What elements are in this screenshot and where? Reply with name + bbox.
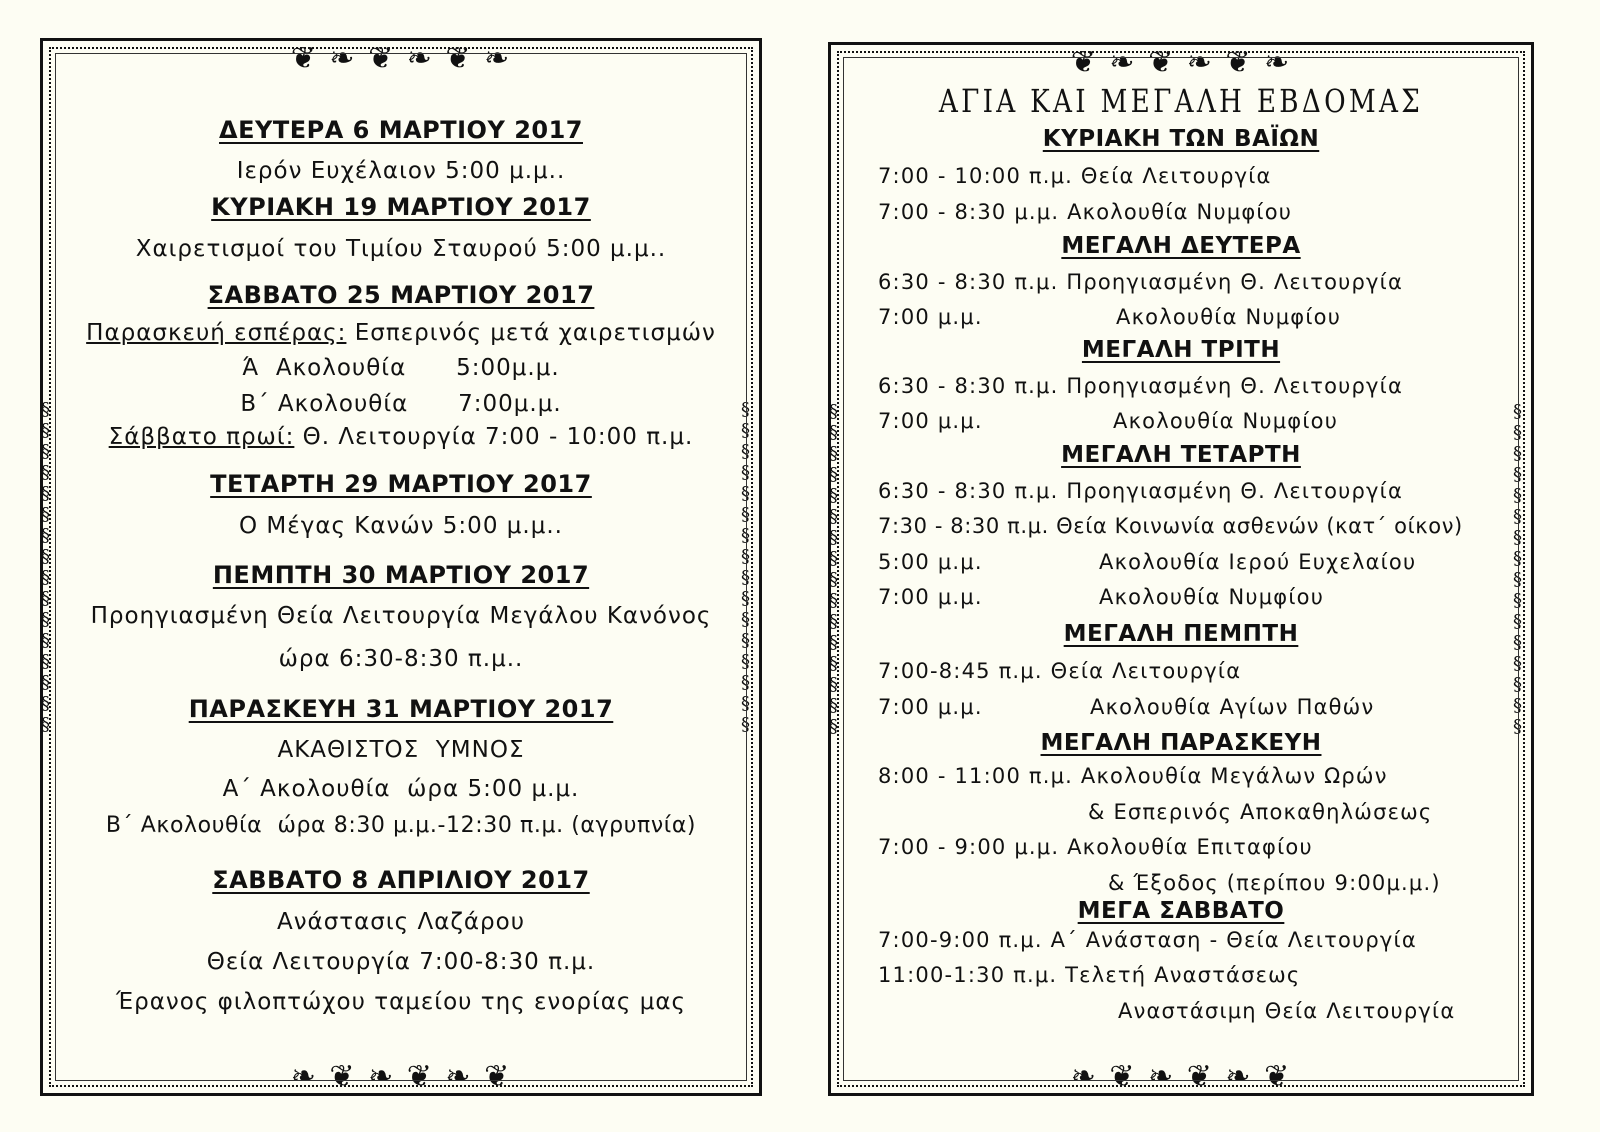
friday-label: Παρασκευή εσπέρας: xyxy=(86,320,347,346)
side-ornament: § § § § § § § § § § § § § § § § xyxy=(41,399,50,735)
bottom-ornament: ❧ ❦ ❧ ❦ ❧ ❦ xyxy=(290,1058,512,1094)
section-title: ΣΑΒΒΑΤΟ 25 ΜΑΡΤΙΟΥ 2017 xyxy=(207,281,595,309)
section-line: Αναστάσιμη Θεία Λειτουργία xyxy=(1118,999,1456,1023)
section-line: Α΄ Ακολουθία ώρα 5:00 μ.μ. xyxy=(222,776,580,802)
section-title: ΠΑΡΑΣΚΕΥΗ 31 ΜΑΡΤΙΟΥ 2017 xyxy=(188,695,614,723)
section-title: ΜΕΓΑΛΗ ΤΡΙΤΗ xyxy=(1081,337,1281,363)
section-line: 6:30 - 8:30 π.μ. Προηγιασμένη Θ. Λειτουργία xyxy=(878,374,1403,398)
section-title: ΣΑΒΒΑΤΟ 8 ΑΠΡΙΛΙΟΥ 2017 xyxy=(212,866,590,894)
friday-evening-line xyxy=(40,320,762,346)
section-line: Ιερόν Ευχέλαιον 5:00 μ.μ.. xyxy=(236,158,566,184)
section-line: Έρανος φιλοπτώχου ταμείου της ενορίας μας xyxy=(116,989,686,1015)
saturday-text: Θ. Λειτουργία 7:00 - 10:00 π.μ. xyxy=(294,424,694,450)
section-line: Ακολουθία Νυμφίου xyxy=(1099,585,1325,609)
section-line: Β΄ Ακολουθία ώρα 8:30 μ.μ.-12:30 π.μ. (αγρυπνία) xyxy=(105,813,697,838)
section-line: 8:00 - 11:00 π.μ. Ακολουθία Μεγάλων Ωρών xyxy=(878,764,1388,788)
section-line: 7:00 - 8:30 μ.μ. Ακολουθία Νυμφίου xyxy=(878,200,1293,224)
section-line: Β΄ Ακολουθία 7:00μ.μ. xyxy=(240,391,562,417)
section-line: Ά Ακολουθία 5:00μ.μ. xyxy=(242,355,560,381)
section-line: ΑΚΑΘΙΣΤΟΣ ΥΜΝΟΣ xyxy=(277,737,525,763)
section-line: 7:00 μ.μ. xyxy=(878,695,983,719)
side-ornament: § § § § § § § § § § § § § § § § xyxy=(741,399,750,735)
section-line: Ανάστασις Λαζάρου xyxy=(276,909,526,935)
section-line: 7:00 μ.μ. xyxy=(878,305,983,329)
section-line: & Έξοδος (περίπου 9:00μ.μ.) xyxy=(1108,871,1441,895)
saturday-morning-line xyxy=(40,424,762,450)
section-line: 7:00-8:45 π.μ. Θεία Λειτουργία xyxy=(878,659,1242,683)
top-ornament: ❦ ❧ ❦ ❧ ❦ ❧ xyxy=(1070,44,1292,80)
section-line: 6:30 - 8:30 π.μ. Προηγιασμένη Θ. Λειτουργία xyxy=(878,479,1403,503)
saturday-label: Σάββατο πρωί: xyxy=(108,424,295,450)
section-title: ΔΕΥΤΕΡΑ 6 ΜΑΡΤΙΟΥ 2017 xyxy=(219,116,583,144)
section-line: Ακολουθία Νυμφίου xyxy=(1113,409,1339,433)
bottom-ornament: ❧ ❦ ❧ ❦ ❧ ❦ xyxy=(1070,1058,1292,1094)
section-line: 7:00 μ.μ. xyxy=(878,585,983,609)
section-title: ΜΕΓΑΛΗ ΤΕΤΑΡΤΗ xyxy=(1061,442,1301,468)
side-ornament: § § § § § § § § § § § § § § § § xyxy=(829,401,838,737)
side-ornament: § § § § § § § § § § § § § § § § xyxy=(1513,401,1522,737)
friday-text: Εσπερινός μετά χαιρετισμών xyxy=(346,320,716,346)
section-line: & Εσπερινός Αποκαθηλώσεως xyxy=(1088,800,1433,824)
section-line: Ακολουθία Αγίων Παθών xyxy=(1090,695,1375,719)
section-title: ΜΕΓΑ ΣΑΒΒΑΤΟ xyxy=(1077,898,1285,924)
section-line: 7:30 - 8:30 π.μ. Θεία Κοινωνία ασθενών (κατ΄ οίκον) xyxy=(878,514,1463,538)
section-title: ΚΥΡΙΑΚΗ ΤΩΝ ΒΑΪΩΝ xyxy=(1042,126,1320,152)
section-line: Ο Μέγας Κανών 5:00 μ.μ.. xyxy=(239,513,563,539)
section-line: Ακολουθία Ιερού Ευχελαίου xyxy=(1099,550,1417,574)
section-line: 7:00-9:00 π.μ. Α΄ Ανάσταση - Θεία Λειτουργία xyxy=(878,928,1417,952)
section-title: ΠΕΜΠΤΗ 30 ΜΑΡΤΙΟΥ 2017 xyxy=(212,561,590,589)
section-title: ΜΕΓΑΛΗ ΠΕΜΠΤΗ xyxy=(1063,621,1299,647)
holy-week-title: ΑΓΙΑ ΚΑΙ ΜΕΓΑΛΗ ΕΒΔΟΜΑΣ xyxy=(938,82,1424,120)
section-line: Ακολουθία Νυμφίου xyxy=(1116,305,1342,329)
section-title: ΚΥΡΙΑΚΗ 19 ΜΑΡΤΙΟΥ 2017 xyxy=(211,193,591,221)
section-line: Προηγιασμένη Θεία Λειτουργία Μεγάλου Κανόνος xyxy=(90,603,712,629)
section-title: ΜΕΓΑΛΗ ΠΑΡΑΣΚΕΥΗ xyxy=(1040,730,1322,756)
section-line: 7:00 μ.μ. xyxy=(878,409,983,433)
section-title: ΤΕΤΑΡΤΗ 29 ΜΑΡΤΙΟΥ 2017 xyxy=(210,470,592,498)
section-line: 7:00 - 10:00 π.μ. Θεία Λειτουργία xyxy=(878,164,1272,188)
section-line: 11:00-1:30 π.μ. Τελετή Αναστάσεως xyxy=(878,963,1301,987)
section-title: ΜΕΓΑΛΗ ΔΕΥΤΕΡΑ xyxy=(1061,233,1301,259)
section-line: Χαιρετισμοί του Τιμίου Σταυρού 5:00 μ.μ.. xyxy=(135,236,667,262)
section-line: 5:00 μ.μ. xyxy=(878,550,983,574)
section-line: 7:00 - 9:00 μ.μ. Ακολουθία Επιταφίου xyxy=(878,835,1313,859)
section-line: 6:30 - 8:30 π.μ. Προηγιασμένη Θ. Λειτουργία xyxy=(878,270,1403,294)
section-line: ώρα 6:30-8:30 π.μ.. xyxy=(278,646,524,672)
top-ornament: ❦ ❧ ❦ ❧ ❦ ❧ xyxy=(290,40,512,76)
section-line: Θεία Λειτουργία 7:00-8:30 π.μ. xyxy=(206,949,596,975)
